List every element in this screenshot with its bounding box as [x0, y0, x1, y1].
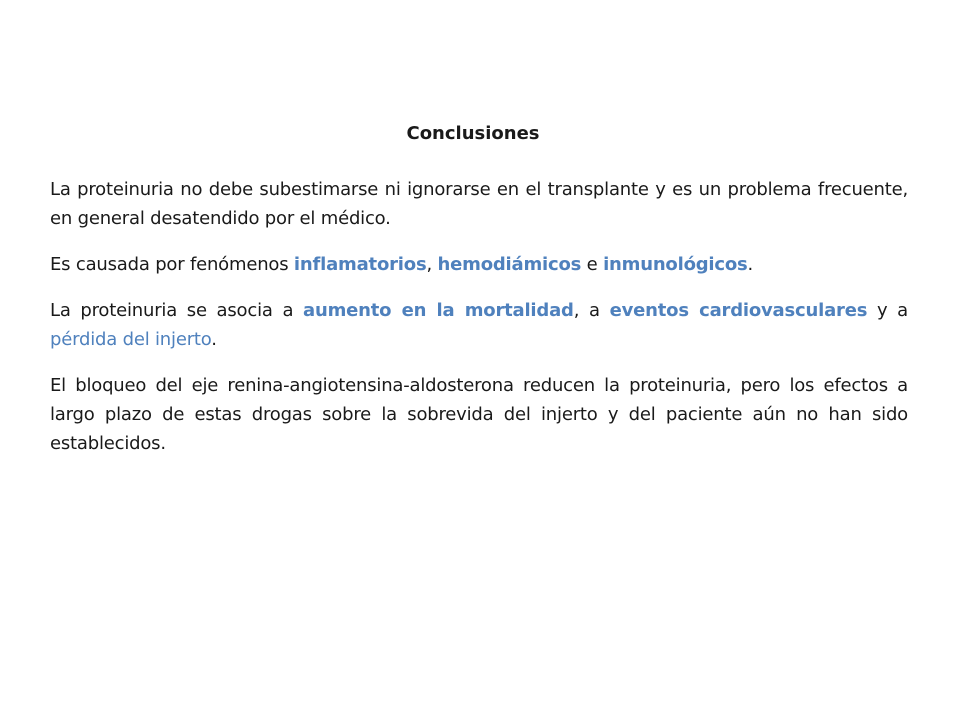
highlight-hemodiamicos: hemodiámicos [437, 254, 582, 275]
slide-title: Conclusiones [406, 123, 540, 144]
highlight-mortalidad: aumento en la mortalidad [303, 300, 574, 321]
text: e [581, 254, 604, 275]
slide-body [50, 175, 908, 475]
paragraph-1: La proteinuria no debe subestimarse ni ignorarse en el transplante y es un problema frecuente, en general desatendido por el médico. [50, 179, 908, 229]
highlight-injerto: pérdida del injerto [50, 329, 212, 350]
text: , [426, 254, 438, 275]
text: Es causada por fenómenos [50, 254, 294, 275]
text: . [747, 254, 754, 275]
text: , a [573, 300, 610, 321]
highlight-cardiovasculares: eventos cardiovasculares [609, 300, 868, 321]
text: . [211, 329, 217, 350]
highlight-inmunologicos: inmunológicos [603, 254, 748, 275]
paragraph-2 [50, 250, 908, 279]
text: y a [867, 300, 908, 321]
paragraph-3 [50, 296, 908, 354]
highlight-inflamatorios: inflamatorios [293, 254, 427, 275]
paragraph-4: El bloqueo del eje renina-angiotensina-aldosterona reducen la proteinuria, pero los efectos a largo plazo de estas drogas sobre la sobrevida del injerto y del paciente aún no han sido establecidos. [50, 375, 908, 454]
text: La proteinuria se asocia a [50, 300, 304, 321]
